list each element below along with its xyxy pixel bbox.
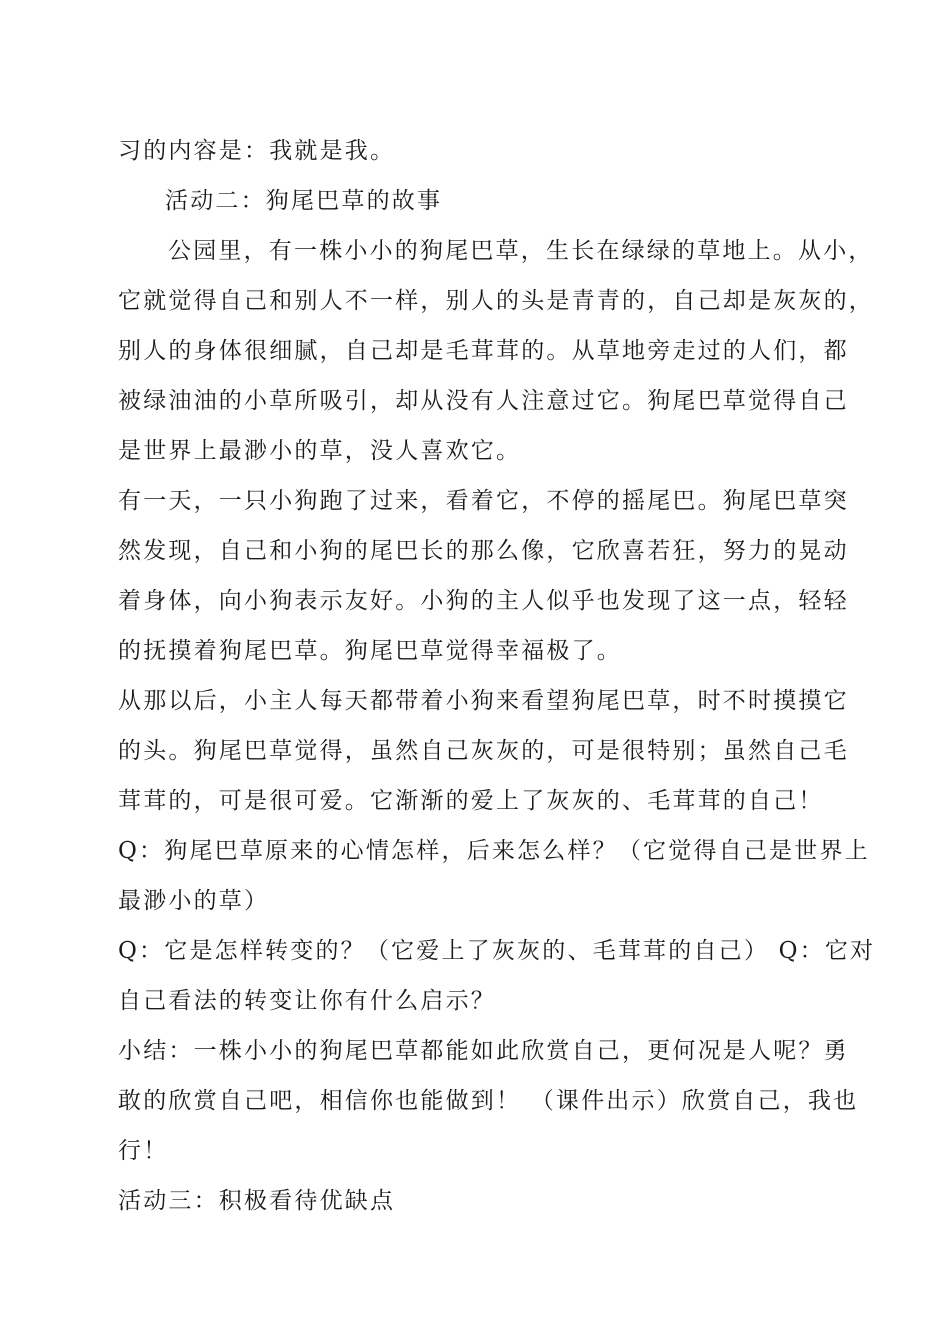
text-line: 习的内容是：我就是我。: [118, 138, 396, 164]
text-line: 被绿油油的小草所吸引，却从没有人注意过它。狗尾巴草觉得自己: [118, 388, 849, 414]
section-heading: 活动三：积极看待优缺点: [118, 1188, 396, 1214]
text-line: 茸茸的，可是很可爱。它渐渐的爱上了灰灰的、毛茸茸的自己！: [118, 788, 824, 814]
text-line: 别人的身体很细腻，自己却是毛茸茸的。从草地旁走过的人们，都: [118, 338, 849, 364]
text-line: 有一天，一只小狗跑了过来，看着它，不停的摇尾巴。狗尾巴草突: [118, 488, 849, 514]
text-line: 敢的欣赏自己吧，相信你也能做到！ （课件出示）欣赏自己，我也: [118, 1088, 859, 1114]
text-line: 是世界上最渺小的草，没人喜欢它。: [118, 438, 522, 464]
question-line: Q：狗尾巴草原来的心情怎样，后来怎么样？（它觉得自己是世界上: [118, 838, 870, 864]
text-line: 公园里，有一株小小的狗尾巴草，生长在绿绿的草地上。从小，: [168, 238, 874, 264]
text-line: 着身体，向小狗表示友好。小狗的主人似乎也发现了这一点，轻轻: [118, 588, 849, 614]
text-line: 然发现，自己和小狗的尾巴长的那么像，它欣喜若狂，努力的晃动: [118, 538, 849, 564]
text-line: 最渺小的草）: [118, 888, 270, 914]
section-heading: 活动二：狗尾巴草的故事: [165, 188, 443, 214]
question-line: Q：它是怎样转变的？（它爱上了灰灰的、毛茸茸的自己） Q：它对: [118, 938, 876, 964]
text-line: 的抚摸着狗尾巴草。狗尾巴草觉得幸福极了。: [118, 638, 622, 664]
text-line: 行！: [118, 1138, 169, 1164]
text-line: 从那以后，小主人每天都带着小狗来看望狗尾巴草，时不时摸摸它: [118, 688, 849, 714]
text-line: 的头。狗尾巴草觉得，虽然自己灰灰的，可是很特别；虽然自己毛: [118, 738, 849, 764]
text-line: 自己看法的转变让你有什么启示？: [118, 988, 496, 1014]
summary-line: 小结：一株小小的狗尾巴草都能如此欣赏自己，更何况是人呢？勇: [118, 1038, 849, 1064]
text-line: 它就觉得自己和别人不一样，别人的头是青青的，自己却是灰灰的，: [118, 288, 874, 314]
